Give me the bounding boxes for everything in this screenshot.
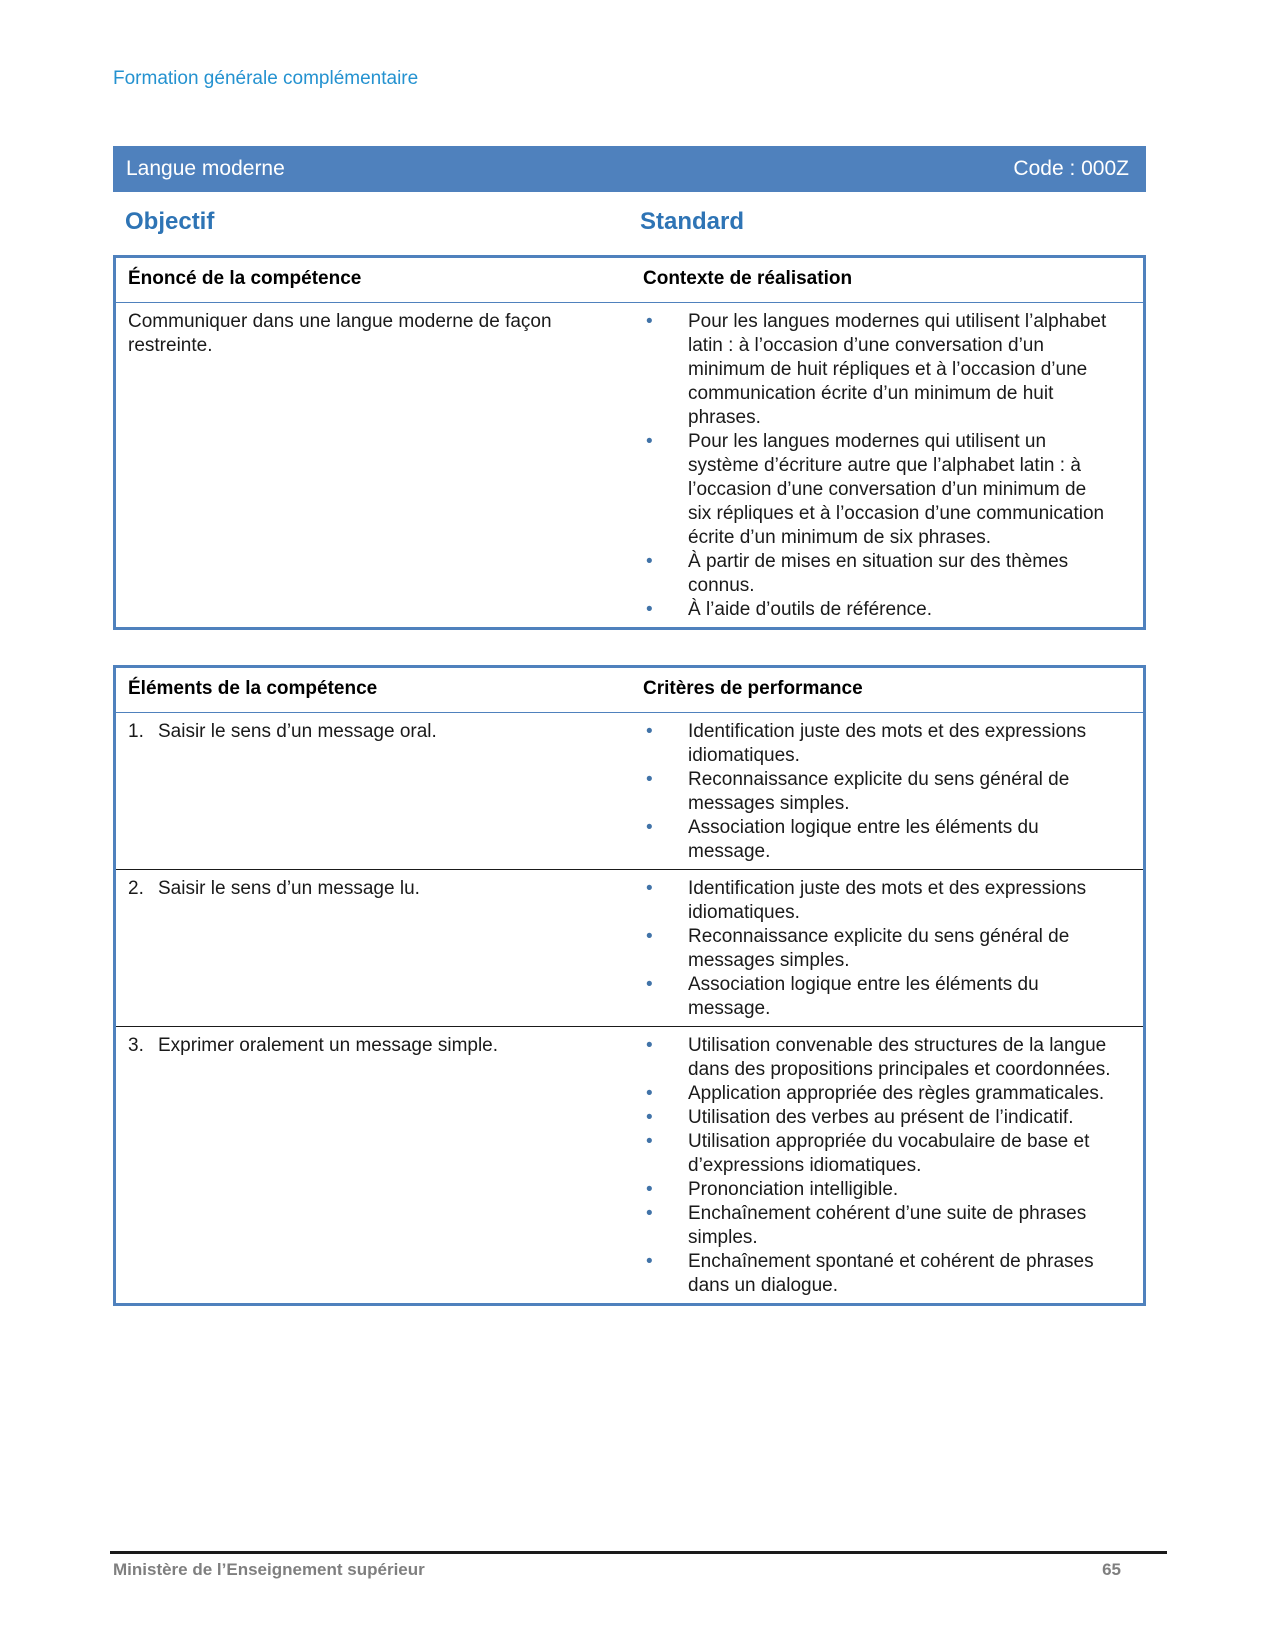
bullet-item: • Pour les langues modernes qui utilisent l’alphabet latin : à l’occasion d’une conversation d’un minimum de huit répliques et à l’occasion d’une communication écrite d’un minimum de huit phrases.: [643, 310, 1112, 430]
competence-statement: Communiquer dans une langue moderne de façon restreinte.: [128, 311, 552, 356]
context-cell: [643, 310, 1143, 622]
element-label: [128, 1034, 588, 1058]
bullet-item: • Association logique entre les éléments du message.: [643, 973, 1112, 1021]
footer-ministry: Ministère de l’Enseignement supérieur: [113, 1560, 425, 1579]
element-text: Saisir le sens d’un message oral.: [158, 721, 437, 742]
bullet-item: • À l’aide d’outils de référence.: [643, 598, 1112, 622]
table-row: [116, 1026, 1143, 1303]
bullet-item: • Identification juste des mots et des expressions idiomatiques.: [643, 877, 1112, 925]
criteria-cell: [643, 1034, 1143, 1298]
element-label: [128, 877, 588, 901]
course-banner: [113, 146, 1146, 192]
bullet-item: • À partir de mises en situation sur des thèmes connus.: [643, 550, 1112, 598]
bullet-item: • Prononciation intelligible.: [643, 1178, 1112, 1202]
course-code: Code : 000Z: [1013, 157, 1129, 180]
table2-col2-header: Critères de performance: [643, 678, 863, 699]
standard-heading: Standard: [640, 208, 745, 235]
objectif-heading: Objectif: [125, 208, 215, 235]
bullet-item: • Enchaînement spontané et cohérent de phrases dans un dialogue.: [643, 1250, 1112, 1298]
context-bullet-list: [643, 310, 1112, 622]
table-row: [116, 713, 1143, 869]
element-number: 1.: [128, 721, 144, 742]
element-text: Exprimer oralement un message simple.: [158, 1035, 499, 1056]
bullet-item: • Reconnaissance explicite du sens général de messages simples.: [643, 768, 1112, 816]
table1-col1-header: Énoncé de la compétence: [128, 268, 362, 289]
element-cell: [116, 1034, 643, 1298]
bullet-item: • Application appropriée des règles grammaticales.: [643, 1082, 1112, 1106]
element-cell: [116, 877, 643, 1021]
footer-divider: [110, 1551, 1167, 1554]
bullet-item: • Pour les langues modernes qui utilisent un système d’écriture autre que l’alphabet latin : à l’occasion d’une conversation d’un minimum de six répliques et à l’occasion d’une communication écrite d’un minimum de six phrases.: [643, 430, 1112, 550]
element-number: 3.: [128, 1035, 144, 1056]
bullet-item: • Association logique entre les éléments du message.: [643, 816, 1112, 864]
bullet-item: • Reconnaissance explicite du sens général de messages simples.: [643, 925, 1112, 973]
competence-context-table: [113, 255, 1146, 630]
table1-body-row: [116, 303, 1143, 627]
table1-header-row: [116, 258, 1143, 303]
table2-header-row: [116, 668, 1143, 713]
course-title: Langue moderne: [126, 157, 285, 180]
elements-criteria-table: [113, 665, 1146, 1306]
element-text: Saisir le sens d’un message lu.: [158, 878, 420, 899]
bullet-item: • Utilisation convenable des structures de la langue dans des propositions principales et coordonnées.: [643, 1034, 1112, 1082]
element-number: 2.: [128, 878, 144, 899]
element-label: [128, 720, 588, 744]
section-headings: [113, 208, 1146, 238]
criteria-bullet-list: [643, 720, 1112, 864]
bullet-item: • Utilisation appropriée du vocabulaire de base et d’expressions idiomatiques.: [643, 1130, 1112, 1178]
bullet-item: • Identification juste des mots et des expressions idiomatiques.: [643, 720, 1112, 768]
running-header: Formation générale complémentaire: [113, 68, 419, 89]
criteria-bullet-list: [643, 1034, 1112, 1298]
bullet-item: • Enchaînement cohérent d’une suite de phrases simples.: [643, 1202, 1112, 1250]
table2-col1-header: Éléments de la compétence: [128, 678, 378, 699]
footer-page-number: 65: [1102, 1560, 1121, 1579]
table-row: [116, 869, 1143, 1026]
table1-col2-header: Contexte de réalisation: [643, 268, 853, 289]
criteria-bullet-list: [643, 877, 1112, 1021]
criteria-cell: [643, 877, 1143, 1021]
bullet-item: • Utilisation des verbes au présent de l’indicatif.: [643, 1106, 1112, 1130]
page-footer: [113, 1560, 1167, 1580]
criteria-cell: [643, 720, 1143, 864]
element-cell: [116, 720, 643, 864]
